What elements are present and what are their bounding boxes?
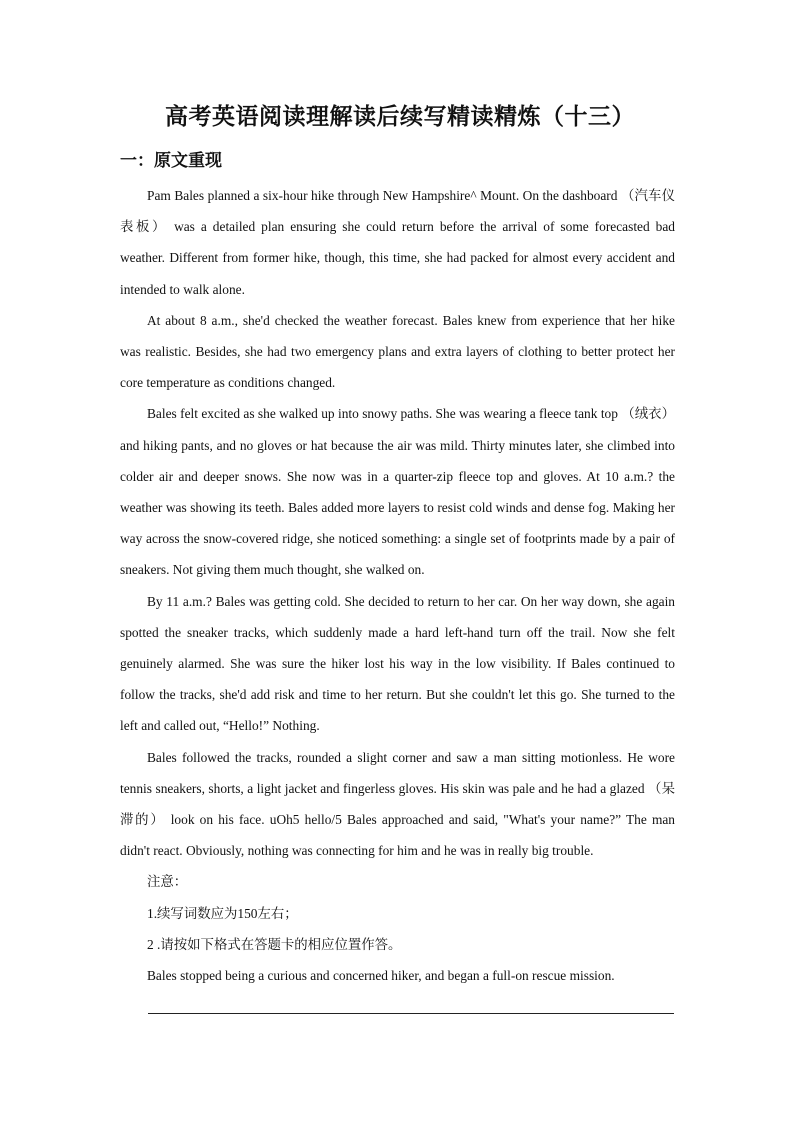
paragraph-3: Bales felt excited as she walked up into snowy paths. She was wearing a fleece tank top （绒衣） and hiking pants, and no gloves or hat because the air was mild. Thirty minutes later, she climbed into colder air and deeper snows. She now was in a quarter-zip fleece top and gloves. At 10 a.m.? the weather was showing its teeth. Bales added more layers to resist cold winds and dense fog. Making her way across the snow-covered ridge, she noticed something: a single set of footprints made by a pair of sneakers. Not giving them much thought, she walked on.: [120, 406, 675, 578]
paragraph-4: By 11 a.m.? Bales was getting cold. She decided to return to her car. On her way down, she again spotted the sneaker tracks, which suddenly made a hard left-hand turn off the trail. Now she felt genuinely alarmed. She was sure the hiker lost his way in the low visibility. If Bales continued to follow the tracks, she'd add risk and time to her return. But she couldn't let this go. She turned to the left and called out, “Hello!” Nothing.: [120, 593, 675, 734]
paragraph-1: Pam Bales planned a six-hour hike through New Hampshire^ Mount. On the dashboard （汽车仪表板） was a detailed plan ensuring she could return before the arrival of some forecasted bad weather. Different from former hike, though, this time, she had packed for almost every accident and intended to walk alone.: [120, 188, 675, 297]
notes-label: 注意：: [147, 874, 188, 890]
answer-line: [148, 1013, 674, 1014]
document-title: 高考英语阅读理解读后续写精读精炼（十三）: [165, 104, 635, 130]
section-heading: 一：原文重现: [120, 151, 222, 171]
paragraph-5: Bales followed the tracks, rounded a slight corner and saw a man sitting motionless. He wore tennis sneakers, shorts, a light jacket and fingerless gloves. His skin was pale and he had a glazed （呆滞的） look on his face. uOh5 hello/5 Bales approached and said, "What's your name?” The man didn't react. Obviously, nothing was connecting for him and he was in really big trouble.: [120, 749, 675, 859]
note-item-1: 1.续写词数应为150左右；: [147, 905, 298, 921]
document-body: [120, 180, 675, 991]
note-item-2: 2 .请按如下格式在答题卡的相应位置作答。: [147, 936, 402, 952]
continuation-prompt: Bales stopped being a curious and concerned hiker, and began a full-on rescue mission.: [147, 968, 615, 984]
paragraph-2: At about 8 a.m., she'd checked the weather forecast. Bales knew from experience that her hike was realistic. Besides, she had two emergency plans and extra layers of clothing to better protect her core temperature as conditions changed.: [120, 312, 675, 391]
